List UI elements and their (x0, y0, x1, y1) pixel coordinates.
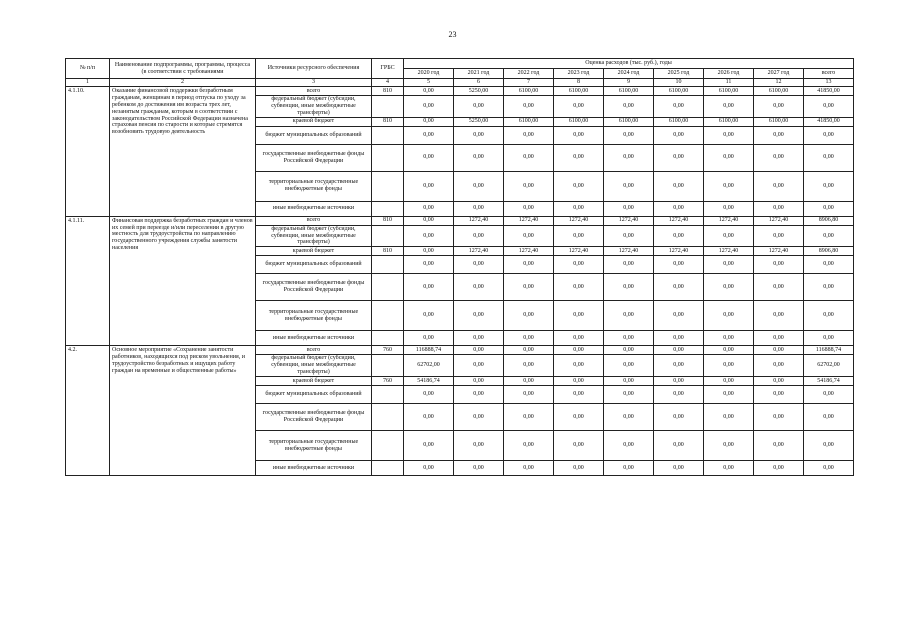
year-value: 0,00 (554, 331, 604, 346)
year-value: 1272,40 (654, 247, 704, 256)
year-value: 6100,00 (504, 87, 554, 96)
total-value: 0,00 (804, 301, 854, 331)
year-value: 0,00 (504, 96, 554, 118)
total-value: 0,00 (804, 96, 854, 118)
year-value: 0,00 (754, 355, 804, 377)
header-number: № п/п (66, 59, 110, 79)
header-total: всего (804, 69, 854, 79)
funding-source: иные внебюджетные источники (256, 461, 372, 476)
year-value: 0,00 (654, 144, 704, 171)
year-value: 0,00 (404, 247, 454, 256)
year-value: 6100,00 (654, 117, 704, 126)
year-value: 0,00 (754, 201, 804, 216)
header-year: 2024 год (604, 69, 654, 79)
year-value: 0,00 (754, 144, 804, 171)
year-value: 0,00 (604, 144, 654, 171)
column-index: 4 (372, 79, 404, 87)
funding-source: всего (256, 87, 372, 96)
year-value: 0,00 (704, 331, 754, 346)
year-value: 0,00 (504, 431, 554, 461)
total-value: 0,00 (804, 171, 854, 201)
year-value: 0,00 (654, 404, 704, 431)
column-index: 1 (66, 79, 110, 87)
year-value: 6100,00 (704, 117, 754, 126)
year-value: 0,00 (454, 331, 504, 346)
grbs-code: 760 (372, 346, 404, 355)
year-value: 6100,00 (504, 117, 554, 126)
year-value: 0,00 (404, 386, 454, 404)
year-value: 0,00 (754, 256, 804, 274)
header-year: 2023 год (554, 69, 604, 79)
year-value: 1272,40 (454, 247, 504, 256)
year-value: 0,00 (704, 96, 754, 118)
year-value: 0,00 (604, 386, 654, 404)
year-value: 0,00 (454, 346, 504, 355)
year-value: 0,00 (754, 346, 804, 355)
year-value: 1272,40 (754, 247, 804, 256)
year-value: 5250,00 (454, 117, 504, 126)
year-value: 1272,40 (504, 247, 554, 256)
year-value: 0,00 (504, 201, 554, 216)
funding-source: всего (256, 346, 372, 355)
table-row (66, 346, 854, 355)
year-value: 0,00 (604, 201, 654, 216)
total-value: 0,00 (804, 431, 854, 461)
year-value: 0,00 (704, 346, 754, 355)
year-value: 1272,40 (454, 216, 504, 225)
funding-source: краевой бюджет (256, 377, 372, 386)
year-value: 0,00 (554, 404, 604, 431)
year-value: 0,00 (454, 256, 504, 274)
year-value: 0,00 (704, 377, 754, 386)
year-value: 1272,40 (754, 216, 804, 225)
year-value: 0,00 (704, 461, 754, 476)
year-value: 6100,00 (604, 117, 654, 126)
year-value: 0,00 (454, 377, 504, 386)
year-value: 0,00 (704, 355, 754, 377)
year-value: 116888,74 (404, 346, 454, 355)
funding-source: иные внебюджетные источники (256, 201, 372, 216)
header-year: 2025 год (654, 69, 704, 79)
grbs-code (372, 256, 404, 274)
total-value: 0,00 (804, 386, 854, 404)
year-value: 6100,00 (754, 117, 804, 126)
header-year: 2021 год (454, 69, 504, 79)
year-value: 0,00 (704, 404, 754, 431)
year-value: 0,00 (654, 274, 704, 301)
year-value: 0,00 (504, 346, 554, 355)
funding-source: федеральный бюджет (субсидии, субвенции, иные межбюджетные трансферты) (256, 96, 372, 118)
funding-source: иные внебюджетные источники (256, 331, 372, 346)
year-value: 0,00 (604, 431, 654, 461)
year-value: 5250,00 (454, 87, 504, 96)
year-value: 0,00 (654, 461, 704, 476)
year-value: 0,00 (454, 461, 504, 476)
year-value: 0,00 (604, 331, 654, 346)
table-row (66, 216, 854, 225)
year-value: 0,00 (454, 386, 504, 404)
total-value: 0,00 (804, 331, 854, 346)
year-value: 0,00 (404, 404, 454, 431)
year-value: 0,00 (554, 431, 604, 461)
table-row (66, 87, 854, 96)
grbs-code (372, 431, 404, 461)
column-index: 7 (504, 79, 554, 87)
funding-source: бюджет муниципальных образований (256, 386, 372, 404)
year-value: 1272,40 (504, 216, 554, 225)
grbs-code (372, 201, 404, 216)
year-value: 0,00 (654, 301, 704, 331)
year-value: 0,00 (654, 201, 704, 216)
year-value: 0,00 (654, 256, 704, 274)
year-value: 0,00 (654, 377, 704, 386)
year-value: 0,00 (754, 301, 804, 331)
year-value: 0,00 (554, 96, 604, 118)
total-value: 0,00 (804, 225, 854, 247)
year-value: 0,00 (604, 355, 654, 377)
year-value: 0,00 (404, 201, 454, 216)
funding-source: краевой бюджет (256, 117, 372, 126)
year-value: 54186,74 (404, 377, 454, 386)
year-value: 0,00 (404, 171, 454, 201)
total-value: 0,00 (804, 201, 854, 216)
total-value: 41850,00 (804, 117, 854, 126)
total-value: 0,00 (804, 404, 854, 431)
grbs-code (372, 96, 404, 118)
year-value: 0,00 (704, 225, 754, 247)
grbs-code: 810 (372, 216, 404, 225)
grbs-code: 810 (372, 117, 404, 126)
header-year: 2022 год (504, 69, 554, 79)
year-value: 0,00 (404, 126, 454, 144)
year-value: 0,00 (454, 301, 504, 331)
year-value: 0,00 (704, 201, 754, 216)
column-index: 11 (704, 79, 754, 87)
year-value: 0,00 (554, 171, 604, 201)
total-value: 8906,80 (804, 247, 854, 256)
year-value: 6100,00 (554, 87, 604, 96)
grbs-code (372, 355, 404, 377)
year-value: 0,00 (704, 431, 754, 461)
year-value: 0,00 (604, 377, 654, 386)
header-grbs: ГРБС (372, 59, 404, 79)
year-value: 0,00 (404, 87, 454, 96)
column-index: 13 (804, 79, 854, 87)
year-value: 0,00 (404, 461, 454, 476)
year-value: 0,00 (604, 256, 654, 274)
column-index: 5 (404, 79, 454, 87)
funding-source: территориальные государственные внебюджетные фонды (256, 301, 372, 331)
funding-source: государственные внебюджетные фонды Российской Федерации (256, 404, 372, 431)
year-value: 0,00 (654, 96, 704, 118)
header-source: Источники ресурсного обеспечения (256, 59, 372, 79)
year-value: 0,00 (554, 355, 604, 377)
year-value: 0,00 (604, 301, 654, 331)
year-value: 0,00 (404, 216, 454, 225)
year-value: 1272,40 (554, 247, 604, 256)
total-value: 0,00 (804, 126, 854, 144)
header-year: 2027 год (754, 69, 804, 79)
year-value: 0,00 (454, 171, 504, 201)
grbs-code (372, 331, 404, 346)
year-value: 0,00 (554, 126, 604, 144)
year-value: 0,00 (554, 461, 604, 476)
column-index: 10 (654, 79, 704, 87)
table-body (66, 87, 854, 476)
year-value: 0,00 (504, 461, 554, 476)
grbs-code: 810 (372, 87, 404, 96)
year-value: 0,00 (754, 126, 804, 144)
year-value: 1272,40 (604, 216, 654, 225)
year-value: 0,00 (604, 171, 654, 201)
year-value: 0,00 (604, 96, 654, 118)
grbs-code (372, 274, 404, 301)
year-value: 0,00 (454, 225, 504, 247)
year-value: 6100,00 (554, 117, 604, 126)
funding-source: территориальные государственные внебюджетные фонды (256, 431, 372, 461)
year-value: 0,00 (554, 274, 604, 301)
funding-source: федеральный бюджет (субсидии, субвенции, иные межбюджетные трансферты) (256, 355, 372, 377)
funding-source: территориальные государственные внебюджетные фонды (256, 171, 372, 201)
grbs-code (372, 404, 404, 431)
year-value: 0,00 (654, 346, 704, 355)
year-value: 0,00 (504, 274, 554, 301)
year-value: 0,00 (554, 201, 604, 216)
year-value: 0,00 (654, 386, 704, 404)
year-value: 0,00 (704, 256, 754, 274)
year-value: 0,00 (704, 274, 754, 301)
year-value: 0,00 (454, 274, 504, 301)
column-index: 9 (604, 79, 654, 87)
year-value: 0,00 (704, 171, 754, 201)
item-code: 4.1.10. (66, 87, 110, 217)
year-value: 0,00 (704, 386, 754, 404)
header-year: 2020 год (404, 69, 454, 79)
total-value: 0,00 (804, 461, 854, 476)
year-value: 0,00 (504, 256, 554, 274)
year-value: 0,00 (454, 126, 504, 144)
year-value: 0,00 (504, 225, 554, 247)
year-value: 0,00 (504, 144, 554, 171)
year-value: 0,00 (754, 431, 804, 461)
grbs-code: 810 (372, 247, 404, 256)
year-value: 1272,40 (604, 247, 654, 256)
funding-source: всего (256, 216, 372, 225)
total-value: 0,00 (804, 274, 854, 301)
year-value: 0,00 (754, 377, 804, 386)
year-value: 0,00 (404, 331, 454, 346)
funding-source: государственные внебюджетные фонды Российской Федерации (256, 144, 372, 171)
year-value: 0,00 (404, 225, 454, 247)
year-value: 0,00 (754, 225, 804, 247)
item-code: 4.2. (66, 346, 110, 476)
year-value: 0,00 (604, 225, 654, 247)
year-value: 1272,40 (704, 247, 754, 256)
grbs-code (372, 386, 404, 404)
year-value: 0,00 (654, 225, 704, 247)
year-value: 0,00 (654, 431, 704, 461)
year-value: 0,00 (604, 461, 654, 476)
column-index: 12 (754, 79, 804, 87)
grbs-code (372, 171, 404, 201)
column-index-row (66, 79, 854, 87)
year-value: 0,00 (754, 404, 804, 431)
column-index: 3 (256, 79, 372, 87)
grbs-code (372, 225, 404, 247)
year-value: 0,00 (704, 144, 754, 171)
year-value: 0,00 (754, 461, 804, 476)
funding-source: федеральный бюджет (субсидии, субвенции, иные межбюджетные трансферты) (256, 225, 372, 247)
year-value: 0,00 (404, 256, 454, 274)
year-value: 0,00 (454, 144, 504, 171)
year-value: 0,00 (604, 404, 654, 431)
year-value: 0,00 (404, 144, 454, 171)
year-value: 0,00 (454, 404, 504, 431)
year-value: 0,00 (754, 171, 804, 201)
year-value: 0,00 (504, 377, 554, 386)
year-value: 0,00 (604, 274, 654, 301)
year-value: 0,00 (704, 126, 754, 144)
year-value: 0,00 (754, 386, 804, 404)
year-value: 0,00 (754, 96, 804, 118)
grbs-code (372, 126, 404, 144)
year-value: 0,00 (404, 96, 454, 118)
grbs-code (372, 301, 404, 331)
column-index: 2 (110, 79, 256, 87)
header-estimate: Оценка расходов (тыс. руб.), годы (404, 59, 854, 69)
item-code: 4.1.11. (66, 216, 110, 346)
year-value: 0,00 (404, 431, 454, 461)
item-name: Основное мероприятие «Сохранение занятости работников, находящихся под риском увольнения, и трудоустройство безработных и ищущих работу граждан на временные и общественные работы» (110, 346, 256, 476)
column-index: 8 (554, 79, 604, 87)
year-value: 62702,00 (404, 355, 454, 377)
year-value: 0,00 (654, 355, 704, 377)
year-value: 0,00 (554, 377, 604, 386)
year-value: 0,00 (504, 386, 554, 404)
year-value: 6100,00 (654, 87, 704, 96)
year-value: 0,00 (654, 126, 704, 144)
year-value: 0,00 (554, 301, 604, 331)
header-name: Наименование подпрограммы, программы, процесса (в соответствии с требованиями (110, 59, 256, 79)
year-value: 0,00 (404, 274, 454, 301)
year-value: 0,00 (504, 301, 554, 331)
grbs-code (372, 461, 404, 476)
year-value: 0,00 (504, 331, 554, 346)
year-value: 6100,00 (604, 87, 654, 96)
total-value: 0,00 (804, 144, 854, 171)
year-value: 0,00 (504, 404, 554, 431)
year-value: 0,00 (754, 274, 804, 301)
year-value: 1272,40 (704, 216, 754, 225)
page-number: 23 (448, 30, 457, 39)
year-value: 0,00 (404, 117, 454, 126)
year-value: 0,00 (554, 256, 604, 274)
funding-source: государственные внебюджетные фонды Российской Федерации (256, 274, 372, 301)
year-value: 0,00 (604, 346, 654, 355)
funding-source: краевой бюджет (256, 247, 372, 256)
item-name: Финансовая поддержка безработных граждан и членов их семей при переезде и/или переселении в другую местность для трудоустройства по направлению государственного учреждения службы занятости населения (110, 216, 256, 346)
total-value: 54186,74 (804, 377, 854, 386)
grbs-code: 760 (372, 377, 404, 386)
funding-source: бюджет муниципальных образований (256, 256, 372, 274)
budget-table (65, 58, 854, 476)
year-value: 0,00 (654, 331, 704, 346)
year-value: 1272,40 (554, 216, 604, 225)
year-value: 0,00 (554, 386, 604, 404)
year-value: 0,00 (704, 301, 754, 331)
year-value: 0,00 (504, 126, 554, 144)
year-value: 0,00 (554, 346, 604, 355)
item-name: Оказание финансовой поддержки безработным гражданам, женщинам в период отпуска по уходу за ребенком до достижения им возраста трех лет, незанятым гражданам, которым в соответствии с законодательством Российской Федерации назначена страховая пенсия по старости и которые стремятся возобновить трудовую деятельность (110, 87, 256, 217)
year-value: 1272,40 (654, 216, 704, 225)
year-value: 0,00 (554, 225, 604, 247)
total-value: 41850,00 (804, 87, 854, 96)
year-value: 0,00 (454, 355, 504, 377)
grbs-code (372, 144, 404, 171)
year-value: 0,00 (604, 126, 654, 144)
year-value: 0,00 (654, 171, 704, 201)
year-value: 0,00 (454, 431, 504, 461)
table-header (66, 59, 854, 87)
year-value: 0,00 (504, 171, 554, 201)
column-index: 6 (454, 79, 504, 87)
total-value: 0,00 (804, 256, 854, 274)
total-value: 116888,74 (804, 346, 854, 355)
year-value: 0,00 (754, 331, 804, 346)
total-value: 62702,00 (804, 355, 854, 377)
year-value: 0,00 (454, 201, 504, 216)
year-value: 6100,00 (704, 87, 754, 96)
year-value: 0,00 (554, 144, 604, 171)
header-year: 2026 год (704, 69, 754, 79)
funding-source: бюджет муниципальных образований (256, 126, 372, 144)
year-value: 0,00 (454, 96, 504, 118)
year-value: 0,00 (504, 355, 554, 377)
year-value: 0,00 (404, 301, 454, 331)
year-value: 6100,00 (754, 87, 804, 96)
total-value: 8906,80 (804, 216, 854, 225)
